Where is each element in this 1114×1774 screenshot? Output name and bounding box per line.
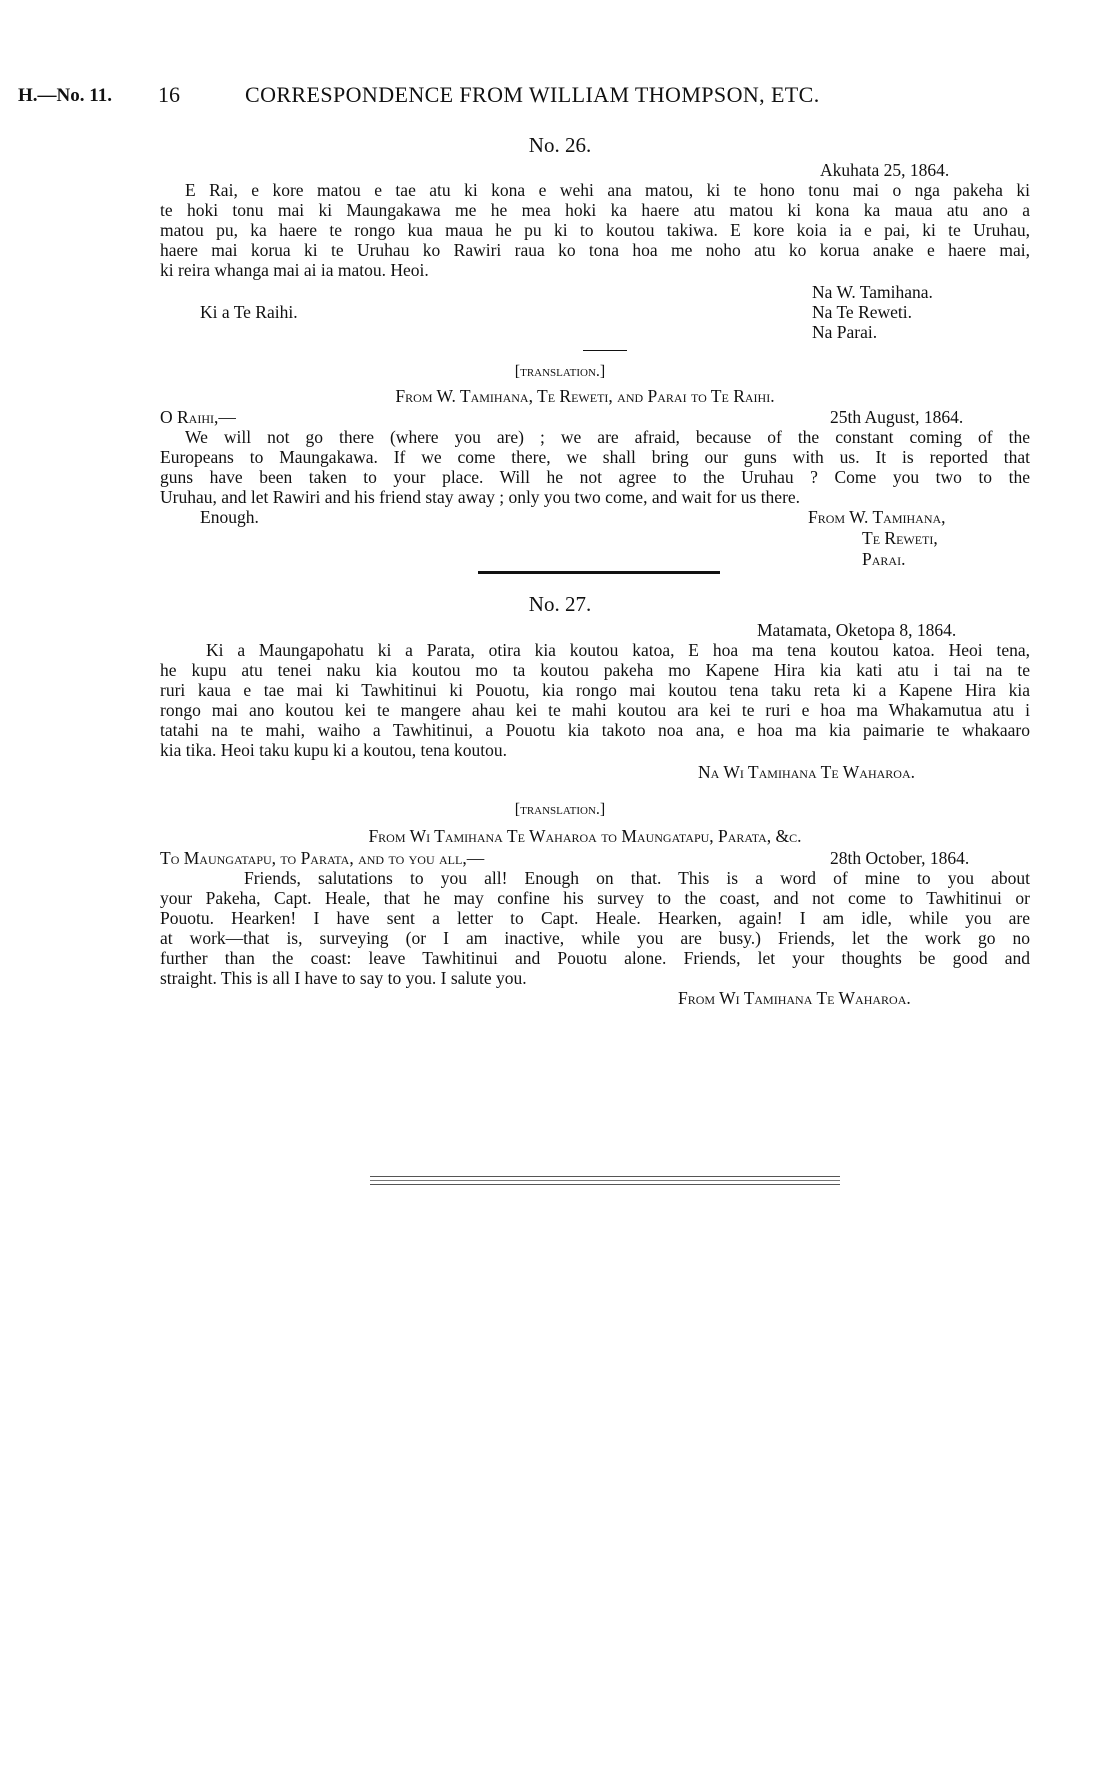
page-number: 16	[158, 82, 180, 107]
letter-26-signature: Na Te Reweti.	[812, 302, 913, 322]
translation-signature: Parai.	[862, 549, 906, 569]
translation-line: further than the coast: leave Tawhitinui and Pouotu alone. Friends, let your thoughts be good and	[160, 948, 1030, 968]
document-reference: H.—No. 11.	[18, 85, 112, 106]
letter-27-body-line: tatahi na te mahi, waiho a Tawhitinui, a Pouotu kia takoto noa ana, e hoa ma kia paimarie te whakaaro	[160, 720, 1030, 740]
translation-label: [translation.]	[514, 363, 606, 380]
letter-27-number: No. 27.	[528, 592, 592, 616]
translation-signature: From W. Tamihana,	[808, 507, 946, 527]
letter-27-salutation: To Maungatapu, to Parata, and to you all,—	[160, 848, 485, 868]
closing-rule	[370, 1180, 840, 1181]
translation-heading: From W. Tamihana, Te Reweti, and Parai to Te Raihi.	[395, 386, 775, 406]
letter-26-body-line: E Rai, e kore matou e tae atu ki kona e wehi ana matou, ki te hono tonu mai o nga pakeha ki	[185, 180, 1030, 200]
letter-27-body-line: Ki a Maungapohatu ki a Parata, otira kia koutou katoa, E hoa ma tena koutou katoa. Heoi tena,	[206, 640, 1030, 660]
letter-26-number: No. 26.	[528, 133, 592, 157]
letter-27-body-line: ruri kaua e tae mai ki Tawhitinui ki Pouotu, kia rongo mai koutou tena taku reta ki a Kapene Hira kia	[160, 680, 1030, 700]
letter-27-signature: Na Wi Tamihana Te Waharoa.	[698, 762, 915, 782]
translation-line: Friends, salutations to you all! Enough on that. This is a word of mine to you about	[244, 868, 1030, 888]
letter-26-signature: Na W. Tamihana.	[812, 282, 933, 302]
translation-label: [translation.]	[514, 801, 606, 818]
closing-rule	[370, 1184, 840, 1185]
translation-line: Europeans to Maungakawa. If we come there, we shall bring our guns with us. It is reported that	[160, 447, 1030, 467]
translation-line: straight. This is all I have to say to you. I salute you.	[160, 968, 527, 988]
running-title: CORRESPONDENCE FROM WILLIAM THOMPSON, ETC.	[245, 82, 820, 107]
translation-line: We will not go there (where you are) ; we are afraid, because of the constant coming of the	[185, 427, 1030, 447]
letter-26-body-line: matou pu, ka haere te rongo kua maua he pu ki to koutou takiwa. E kore koia ia e pai, ki te Uruhau,	[160, 220, 1030, 240]
translation-heading: From Wi Tamihana Te Waharoa to Maungatapu, Parata, &c.	[368, 826, 802, 846]
letter-26-body-line: te hoki tonu mai ki Maungakawa me he mea hoki ka haere atu matou ki kona ka maua atu ano a	[160, 200, 1030, 220]
letter-26-closing: Enough.	[200, 507, 259, 527]
letter-27-body-line: kia tika. Heoi taku kupu ki a koutou, tena koutou.	[160, 740, 508, 760]
section-divider	[478, 571, 720, 574]
closing-rule	[370, 1176, 840, 1177]
translation-line: your Pakeha, Capt. Heale, that he may confine his survey to the coast, and not come to Tawhitinui or	[160, 888, 1030, 908]
letter-26-body-line: haere mai korua ki te Uruhau ko Rawiri raua ko tona hoa me noho atu ko korua anake e haere mai,	[160, 240, 1030, 260]
letter-26-signature: Na Parai.	[812, 322, 878, 342]
letter-27-date: Matamata, Oketopa 8, 1864.	[757, 620, 957, 640]
translation-line: Uruhau, and let Rawiri and his friend stay away ; only you two come, and wait for us there.	[160, 487, 801, 507]
translation-signature: From Wi Tamihana Te Waharoa.	[678, 988, 911, 1008]
translation-line: guns have been taken to your place. Will he not agree to the Uruhau ? Come you two to the	[160, 467, 1030, 487]
translation-line: at work—that is, surveying (or I am inactive, while you are busy.) Friends, let the work go no	[160, 928, 1030, 948]
letter-26-translation-date: 25th August, 1864.	[830, 407, 964, 427]
translation-signature: Te Reweti,	[862, 528, 938, 548]
letter-27-body-line: he kupu atu tenei naku kia koutou mo ta koutou pakeha mo Kapene Hira kia kati atu i tai na te	[160, 660, 1030, 680]
letter-26-date: Akuhata 25, 1864.	[820, 160, 950, 180]
letter-26-addressee: Ki a Te Raihi.	[200, 302, 298, 322]
translation-line: Pouotu. Hearken! I have sent a letter to Capt. Heale. Hearken, again! I am idle, while you are	[160, 908, 1030, 928]
letter-27-translation-date: 28th October, 1864.	[830, 848, 970, 868]
letter-27-body-line: rongo mai ano koutou kei te mangere ahau kei te mahi koutou ara kei te ruri e hoa ma Whakamutua atu i	[160, 700, 1030, 720]
letter-26-salutation: O Raihi,—	[160, 407, 236, 427]
letter-26-body-line: ki reira whanga mai ai ia matou. Heoi.	[160, 260, 429, 280]
short-divider	[583, 350, 627, 351]
